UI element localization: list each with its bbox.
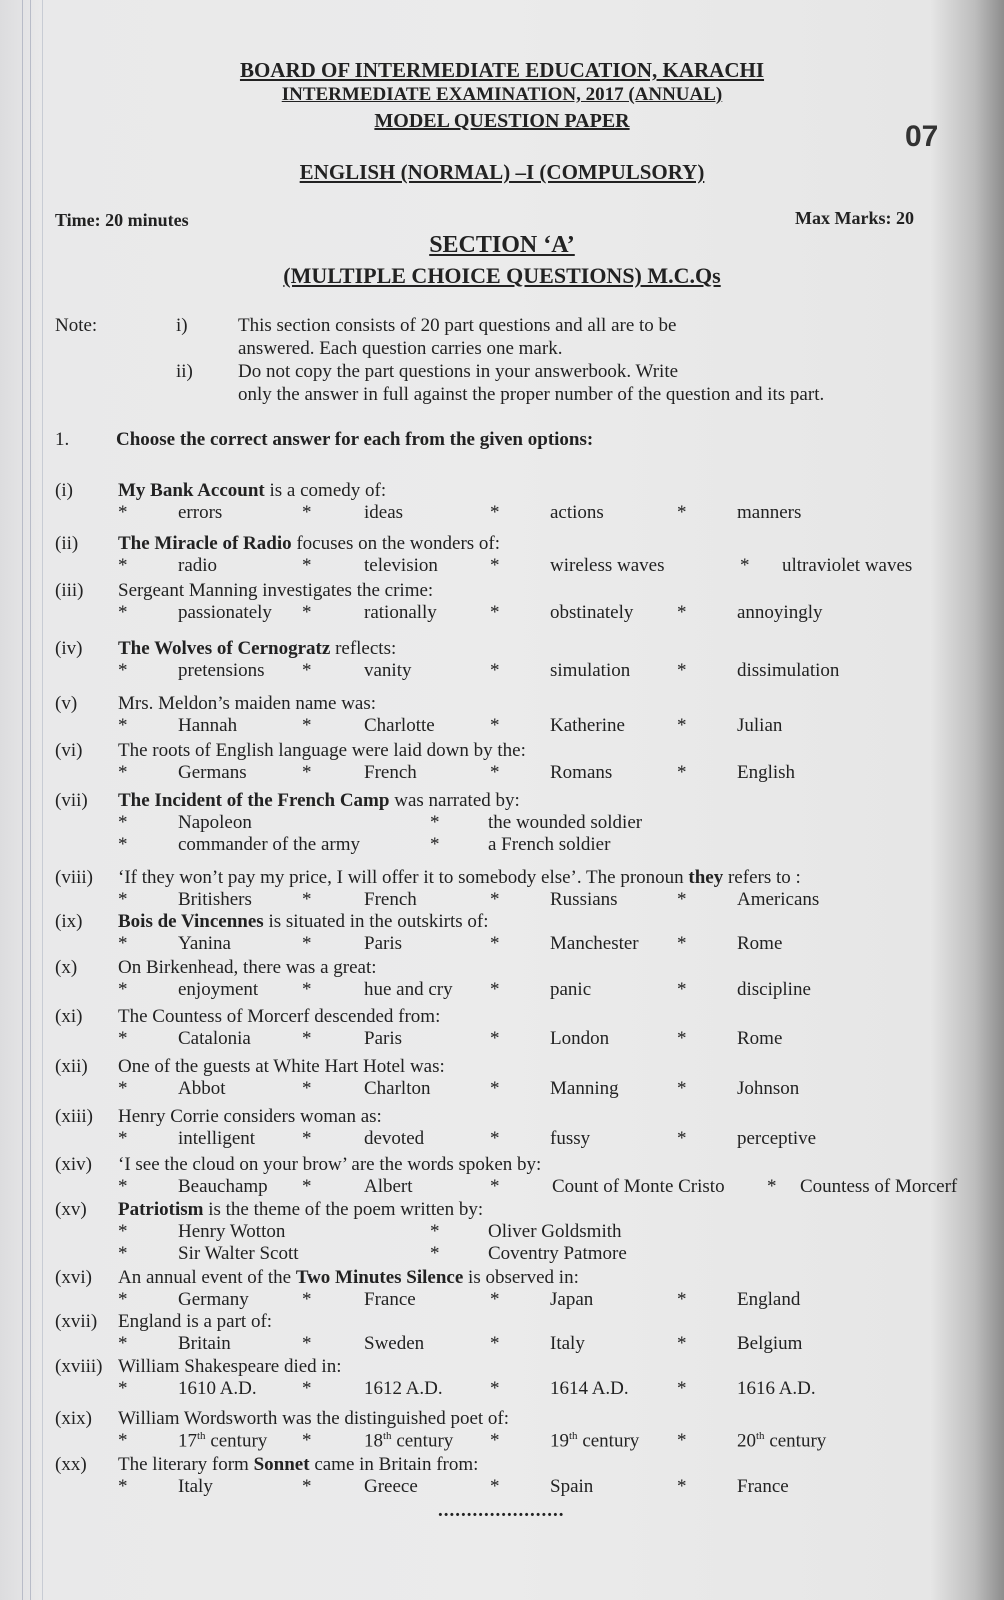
option-a: errors: [178, 502, 223, 523]
option-bullet: *: [430, 1221, 440, 1242]
note-num: i): [176, 315, 188, 336]
option-bullet: *: [677, 1333, 687, 1354]
option-c: 1614 A.D.: [550, 1378, 629, 1399]
option-n: 18: [364, 1430, 383, 1452]
option-bullet: *: [430, 1243, 440, 1264]
option-c: Manning: [550, 1078, 619, 1099]
question-number: (xii): [55, 1056, 88, 1077]
option-c: fussy: [550, 1128, 591, 1149]
option-bullet: *: [677, 502, 687, 523]
note-line: only the answer in full against the proper number of the question and its part.: [238, 384, 825, 405]
option-bullet: *: [677, 660, 687, 681]
question-text: [118, 957, 377, 979]
option-c: Italy: [550, 1333, 585, 1354]
question-text-segment: On Birkenhead, there was a great:: [118, 957, 377, 978]
question-text-segment: The Incident of the French Camp: [118, 790, 390, 811]
option-bullet: *: [490, 762, 500, 783]
option-a: Beauchamp: [178, 1176, 268, 1197]
option-bullet: *: [118, 502, 128, 523]
option-d: England: [737, 1289, 801, 1310]
question-text-segment: Henry Corrie considers woman as:: [118, 1106, 382, 1127]
option-bullet: *: [302, 1176, 312, 1197]
question-text: [118, 867, 801, 889]
option-bullet: *: [302, 1028, 312, 1049]
question-text: [118, 1408, 509, 1430]
question-text: [118, 533, 500, 555]
option-bullet: *: [302, 1333, 312, 1354]
option-bullet: *: [118, 1028, 128, 1049]
note-label: Note:: [55, 315, 98, 336]
option-a: Hannah: [178, 715, 238, 736]
option-a: pretensions: [178, 660, 265, 681]
time-label: Time: 20 minutes: [55, 210, 189, 230]
option-b: France: [364, 1289, 416, 1310]
option-bullet: *: [118, 834, 128, 855]
question-text-segment: Bois de Vincennes: [118, 911, 264, 932]
question-text: [118, 693, 376, 715]
option-bullet: *: [118, 1333, 128, 1354]
option-bullet: *: [490, 1289, 500, 1310]
option-b: Sweden: [364, 1333, 425, 1354]
question-text-segment: is observed in:: [463, 1267, 579, 1288]
section-title: SECTION ‘A’: [429, 232, 575, 258]
option-bullet: *: [302, 602, 312, 623]
option-a: 1610 A.D.: [178, 1378, 257, 1399]
option-b: 1612 A.D.: [364, 1378, 443, 1399]
option-a: Catalonia: [178, 1028, 251, 1049]
option-b: the wounded soldier: [488, 812, 643, 833]
option-bullet: *: [677, 979, 687, 1000]
question-text: [118, 1154, 541, 1176]
option-bullet: *: [677, 715, 687, 736]
option-n: 19: [550, 1430, 569, 1452]
option-bullet: *: [118, 1128, 128, 1149]
question-text-segment: reflects:: [330, 638, 397, 659]
option-bullet: *: [118, 1221, 128, 1242]
question-text-segment: The roots of English language were laid down by the:: [118, 740, 526, 761]
option-bullet: *: [677, 933, 687, 954]
question-text-segment: The Countess of Morcerf descended from:: [118, 1006, 441, 1027]
option-bullet: *: [490, 1128, 500, 1149]
question-text-segment: William Shakespeare died in:: [118, 1356, 342, 1377]
option-a: Napoleon: [178, 812, 252, 833]
question-number: (i): [55, 480, 73, 501]
option-d: annoyingly: [737, 602, 823, 623]
question-text-segment: ‘If they won’t pay my price, I will offer it to somebody else’. The pronoun: [118, 867, 689, 888]
option-bullet: *: [118, 933, 128, 954]
question-text: [118, 790, 520, 812]
option-b: French: [364, 889, 417, 910]
option-b: hue and cry: [364, 979, 453, 1000]
option-a: Germany: [178, 1289, 249, 1310]
question-text-segment: The literary form: [118, 1454, 254, 1475]
option-d: manners: [737, 502, 802, 523]
question-text-segment: is the theme of the poem written by:: [203, 1199, 484, 1220]
question-number: (iii): [55, 580, 84, 601]
option-bullet: *: [677, 1078, 687, 1099]
option-c: Russians: [550, 889, 618, 910]
option-bullet: *: [118, 812, 128, 833]
option-bullet: *: [677, 1128, 687, 1149]
question-text-segment: William Wordsworth was the distinguished poet of:: [118, 1408, 510, 1429]
option-bullet: *: [302, 889, 312, 910]
question-text-segment: is a comedy of:: [264, 480, 387, 501]
subject-title: ENGLISH (NORMAL) –I (COMPULSORY): [299, 160, 705, 184]
paper-title: MODEL QUESTION PAPER: [374, 110, 630, 132]
option-bullet: *: [302, 1430, 312, 1451]
option-bullet: *: [302, 660, 312, 681]
option-rest: century: [764, 1430, 827, 1452]
option-n: 17: [178, 1430, 197, 1452]
option-bullet: *: [677, 1028, 687, 1049]
question-text: [118, 1311, 272, 1333]
option-c: Romans: [550, 762, 613, 783]
question-number: (ix): [55, 911, 83, 932]
note-line: This section consists of 20 part questions and all are to be: [238, 315, 677, 336]
option-rest: century: [577, 1430, 640, 1452]
question-number: (x): [55, 957, 78, 978]
option-sup: th: [383, 1430, 392, 1442]
option-d: a French soldier: [488, 834, 611, 855]
option-bullet: *: [677, 762, 687, 783]
question-text-segment: Mrs. Meldon’s maiden name was:: [118, 693, 377, 714]
question-number: (xv): [55, 1199, 87, 1220]
question-text: [118, 911, 489, 933]
option-bullet: *: [118, 889, 128, 910]
option-bullet: *: [118, 1476, 128, 1497]
option-sup: th: [197, 1430, 206, 1442]
option-d: dissimulation: [737, 660, 840, 681]
question-number: (v): [55, 693, 78, 714]
question-text-segment: ‘I see the cloud on your brow’ are the words spoken by:: [118, 1154, 542, 1175]
option-c: simulation: [550, 660, 631, 681]
question-text-segment: they: [688, 867, 724, 888]
question-number: (xiv): [55, 1154, 92, 1175]
option-sup: th: [569, 1430, 578, 1442]
option-b: Charlton: [364, 1078, 431, 1099]
option-b: devoted: [364, 1128, 425, 1149]
question-text-segment: Two Minutes Silence: [295, 1267, 464, 1288]
option-bullet: *: [490, 979, 500, 1000]
option-bullet: *: [118, 715, 128, 736]
max-marks-label: Max Marks: 20: [795, 208, 914, 228]
option-bullet: *: [490, 502, 500, 523]
question-text: [118, 480, 386, 502]
option-bullet: *: [430, 834, 440, 855]
option-bullet: *: [118, 1243, 128, 1264]
option-bullet: *: [677, 602, 687, 623]
option-a: Germans: [178, 762, 247, 783]
option-bullet: *: [302, 1476, 312, 1497]
option-bullet: *: [118, 979, 128, 1000]
question-number: (vi): [55, 740, 83, 761]
option-c: Katherine: [550, 715, 625, 736]
question-text-segment: The Wolves of Cernogratz: [118, 638, 331, 659]
option-a: Britain: [178, 1333, 231, 1354]
page-code: 07: [905, 120, 939, 153]
option-b: Albert: [364, 1176, 413, 1197]
option-bullet: *: [490, 660, 500, 681]
option-bullet: *: [118, 660, 128, 681]
option-a: passionately: [178, 602, 272, 623]
option-b: [364, 1430, 453, 1452]
question-text-segment: is situated in the outskirts of:: [263, 911, 489, 932]
option-bullet: *: [118, 1176, 128, 1197]
option-bullet: *: [490, 1028, 500, 1049]
question-number: (xvi): [55, 1267, 92, 1288]
question-text: [118, 638, 396, 660]
question-text-segment: My Bank Account: [118, 480, 265, 501]
option-c: wireless waves: [550, 555, 665, 576]
option-a: radio: [178, 555, 218, 576]
option-c: commander of the army: [178, 834, 361, 855]
option-c: Manchester: [550, 933, 639, 954]
option-d: Americans: [737, 889, 820, 910]
question-text-segment: was narrated by:: [389, 790, 520, 811]
option-bullet: *: [302, 555, 312, 576]
option-sup: th: [756, 1430, 765, 1442]
option-c: Japan: [550, 1289, 594, 1310]
option-bullet: *: [740, 555, 750, 576]
option-bullet: *: [118, 1430, 128, 1451]
option-bullet: *: [677, 1476, 687, 1497]
option-bullet: *: [490, 889, 500, 910]
option-d: ultraviolet waves: [782, 555, 913, 576]
question-number: (xi): [55, 1006, 83, 1027]
option-bullet: *: [302, 1378, 312, 1399]
option-n: 20: [737, 1430, 756, 1452]
instruction-num: 1.: [55, 429, 70, 450]
option-d: France: [737, 1476, 789, 1497]
option-rest: century: [205, 1430, 268, 1452]
option-a: Henry Wotton: [178, 1221, 286, 1242]
option-a: intelligent: [178, 1128, 256, 1149]
option-d: 1616 A.D.: [737, 1378, 816, 1399]
question-text-segment: The Miracle of Radio: [118, 533, 292, 554]
question-text-segment: came in Britain from:: [309, 1454, 479, 1475]
board-title: BOARD OF INTERMEDIATE EDUCATION, KARACHI: [239, 58, 765, 82]
option-d: Rome: [737, 1028, 783, 1049]
option-bullet: *: [302, 502, 312, 523]
option-d: English: [737, 762, 796, 783]
question-text: [118, 1006, 440, 1028]
option-bullet: *: [677, 889, 687, 910]
option-d: Julian: [737, 715, 783, 736]
option-a: Yanina: [178, 933, 231, 954]
end-dots: ......................: [438, 1500, 565, 1521]
option-b: vanity: [364, 660, 412, 681]
option-bullet: *: [430, 812, 440, 833]
option-bullet: *: [677, 1430, 687, 1451]
option-bullet: *: [490, 555, 500, 576]
option-c: actions: [550, 502, 604, 523]
note-line: answered. Each question carries one mark.: [238, 338, 563, 359]
option-bullet: *: [118, 1078, 128, 1099]
question-text-segment: Sergeant Manning investigates the crime:: [118, 580, 434, 601]
option-bullet: *: [118, 555, 128, 576]
question-text-segment: England is a part of:: [118, 1311, 273, 1332]
question-text: [118, 1454, 478, 1476]
option-bullet: *: [302, 1128, 312, 1149]
option-bullet: *: [490, 1378, 500, 1399]
option-a: enjoyment: [178, 979, 259, 1000]
section-subtitle: (MULTIPLE CHOICE QUESTIONS) M.C.Qs: [283, 263, 721, 288]
option-d: perceptive: [737, 1128, 817, 1149]
option-d: discipline: [737, 979, 811, 1000]
question-text: [118, 1056, 445, 1078]
option-bullet: *: [490, 715, 500, 736]
option-bullet: *: [118, 1289, 128, 1310]
option-c: Spain: [550, 1476, 594, 1497]
question-text-segment: Sonnet: [253, 1454, 310, 1475]
question-text-segment: An annual event of the: [118, 1267, 296, 1288]
instruction-text: Choose the correct answer for each from the given options:: [116, 429, 594, 450]
option-a: Italy: [178, 1476, 213, 1497]
option-bullet: *: [490, 1430, 500, 1451]
question-text-segment: Patriotism: [118, 1199, 204, 1220]
option-bullet: *: [302, 715, 312, 736]
question-number: (xix): [55, 1408, 92, 1429]
option-c: Count of Monte Cristo: [552, 1176, 725, 1197]
option-a: Abbot: [178, 1078, 226, 1099]
option-bullet: *: [302, 762, 312, 783]
option-b: television: [364, 555, 438, 576]
option-c: panic: [550, 979, 592, 1000]
note-num: ii): [176, 361, 193, 382]
question-number: (iv): [55, 638, 83, 659]
option-b: French: [364, 762, 417, 783]
option-bullet: *: [490, 602, 500, 623]
note-line: Do not copy the part questions in your answerbook. Write: [238, 361, 679, 382]
question-text: [118, 740, 526, 762]
question-text-segment: focuses on the wonders of:: [291, 533, 501, 554]
option-bullet: *: [490, 1333, 500, 1354]
question-number: (viii): [55, 867, 93, 888]
option-c: [550, 1430, 639, 1452]
option-bullet: *: [118, 762, 128, 783]
option-b: Oliver Goldsmith: [488, 1221, 622, 1242]
option-c: London: [550, 1028, 610, 1049]
option-bullet: *: [118, 1378, 128, 1399]
option-bullet: *: [302, 933, 312, 954]
question-number: (xviii): [55, 1356, 103, 1377]
option-b: Paris: [364, 933, 402, 954]
option-d: Rome: [737, 933, 783, 954]
question-number: (vii): [55, 790, 88, 811]
option-b: ideas: [364, 502, 404, 523]
option-bullet: *: [302, 1078, 312, 1099]
option-c: obstinately: [550, 602, 634, 623]
question-text: [118, 1199, 483, 1221]
option-bullet: *: [677, 1378, 687, 1399]
option-b: rationally: [364, 602, 437, 623]
question-text: [118, 1356, 341, 1378]
question-text-segment: refers to :: [723, 867, 801, 888]
option-d: Belgium: [737, 1333, 803, 1354]
option-b: Charlotte: [364, 715, 435, 736]
option-bullet: *: [767, 1176, 777, 1197]
option-bullet: *: [677, 1289, 687, 1310]
option-bullet: *: [490, 1176, 500, 1197]
option-bullet: *: [302, 979, 312, 1000]
option-bullet: *: [118, 602, 128, 623]
option-c: Sir Walter Scott: [178, 1243, 299, 1264]
option-b: Greece: [364, 1476, 418, 1497]
question-number: (xvii): [55, 1311, 98, 1332]
option-bullet: *: [490, 1476, 500, 1497]
option-rest: century: [391, 1430, 454, 1452]
option-bullet: *: [302, 1289, 312, 1310]
option-bullet: *: [490, 933, 500, 954]
option-a: [178, 1430, 267, 1452]
option-d: Johnson: [737, 1078, 800, 1099]
option-a: Britishers: [178, 889, 252, 910]
question-text: [118, 1106, 382, 1128]
question-number: (xiii): [55, 1106, 93, 1127]
option-d: Countess of Morcerf: [800, 1176, 958, 1197]
option-bullet: *: [490, 1078, 500, 1099]
question-number: (ii): [55, 533, 79, 554]
option-b: Paris: [364, 1028, 402, 1049]
question-text: [118, 1267, 579, 1289]
option-d: Coventry Patmore: [488, 1243, 627, 1264]
option-d: [737, 1430, 826, 1452]
exam-title: INTERMEDIATE EXAMINATION, 2017 (ANNUAL): [281, 84, 723, 105]
question-number: (xx): [55, 1454, 87, 1475]
question-text: [118, 580, 433, 602]
question-text-segment: One of the guests at White Hart Hotel was:: [118, 1056, 445, 1077]
